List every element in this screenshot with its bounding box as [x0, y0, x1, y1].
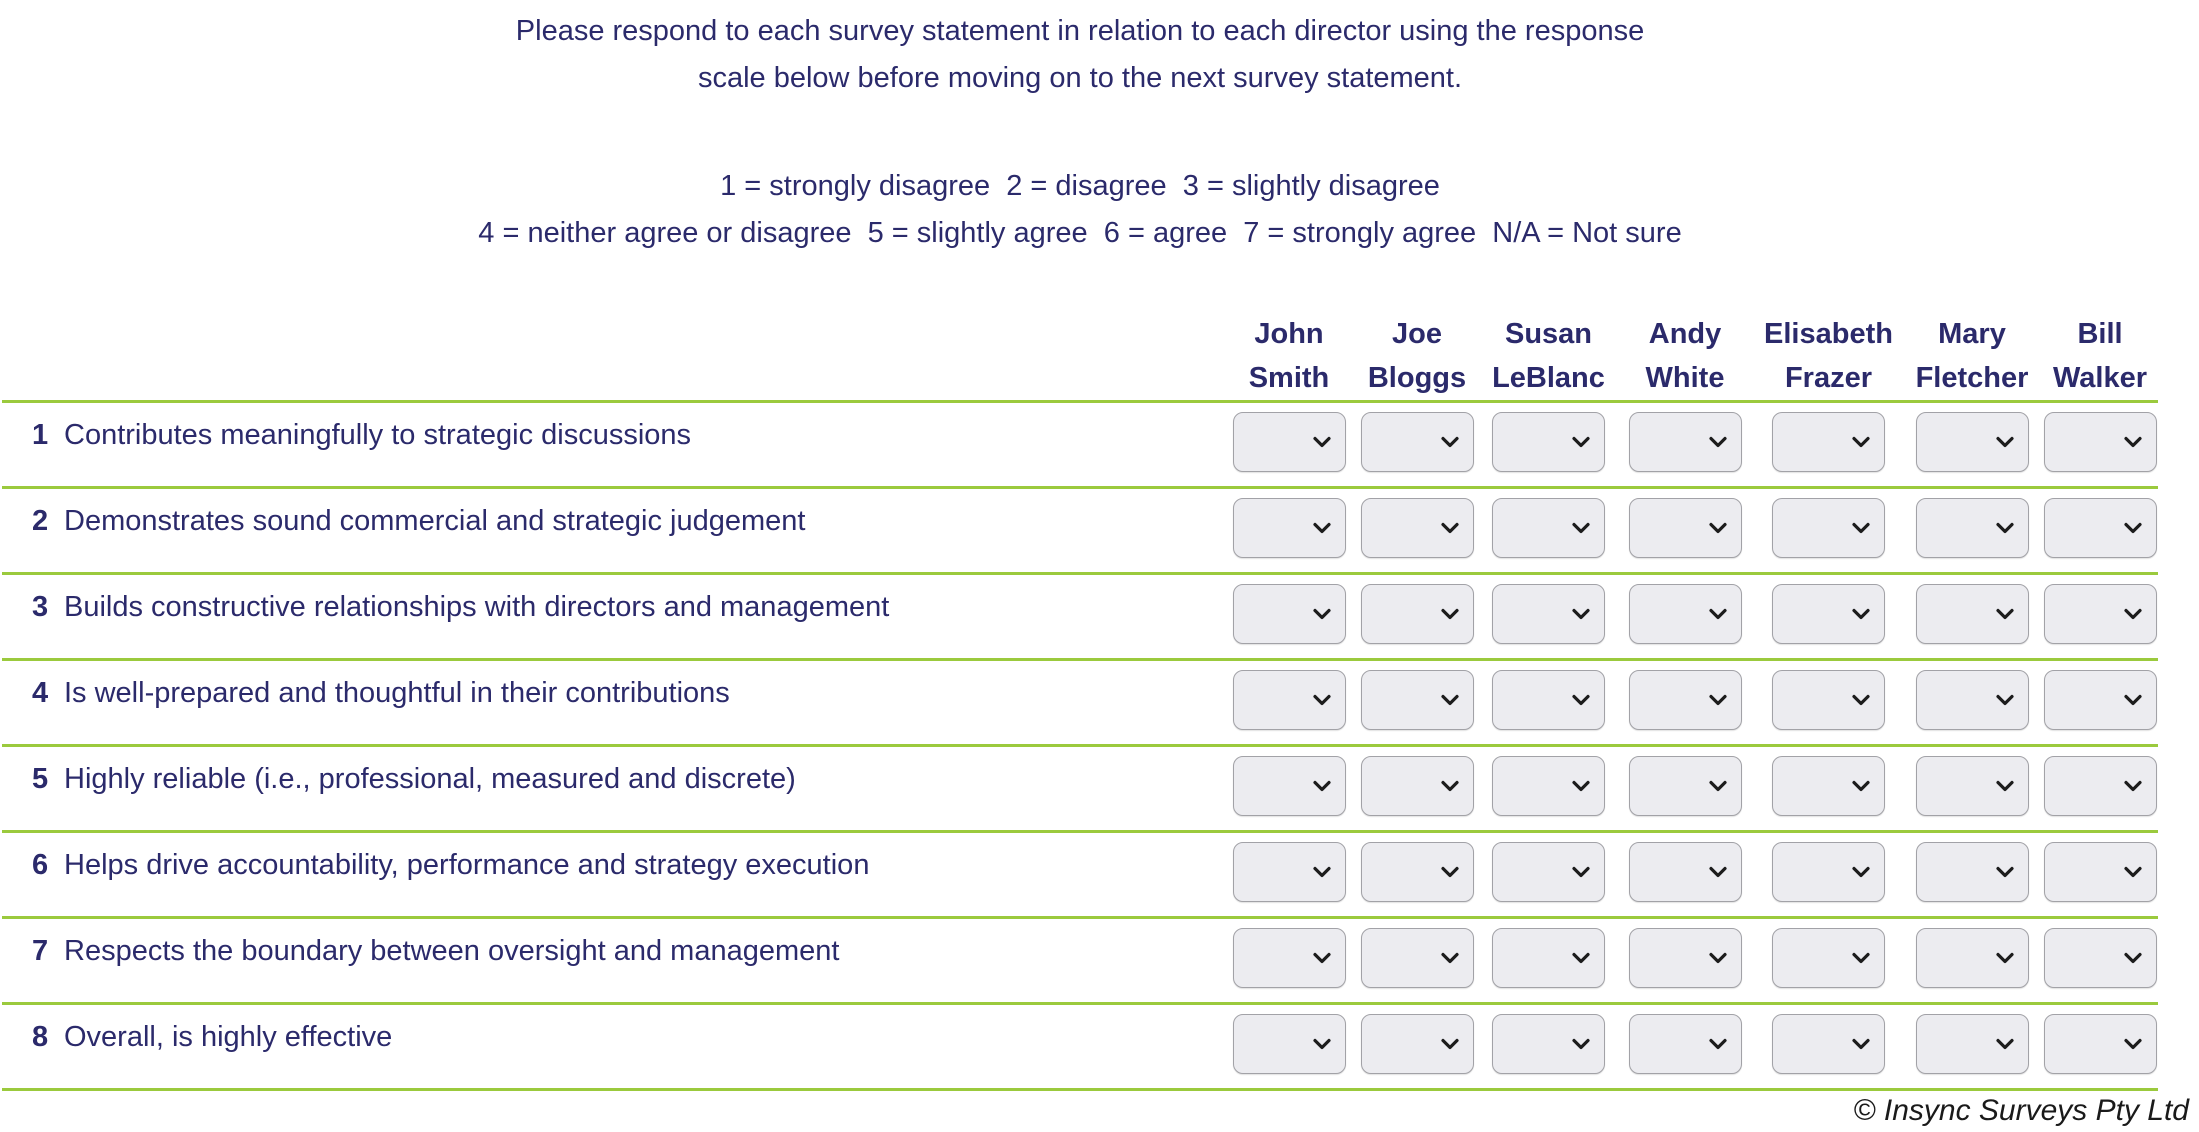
rating-select-wrapper	[1772, 584, 1885, 644]
rating-select-wrapper	[2044, 756, 2157, 816]
rating-cell	[2042, 489, 2158, 558]
rating-cell	[1482, 575, 1615, 644]
rating-cell	[1226, 575, 1352, 644]
rating-cell	[1755, 833, 1902, 902]
rating-cell	[1482, 661, 1615, 730]
rating-select-wrapper	[2044, 412, 2157, 472]
rating-select-s2-elisabeth-frazer[interactable]	[1772, 498, 1885, 558]
intro-text	[2, 0, 2158, 102]
rating-cell	[1902, 1005, 2042, 1074]
director-first-name: John	[1254, 318, 1324, 350]
rating-cell	[1226, 1005, 1352, 1074]
rating-cell	[2042, 575, 2158, 644]
rating-select-wrapper	[1492, 498, 1605, 558]
rating-cell	[1482, 833, 1615, 902]
statement-cell	[2, 489, 1226, 538]
rating-select-wrapper	[1916, 928, 2029, 988]
rating-select-wrapper	[2044, 584, 2157, 644]
rating-select-s7-john-smith[interactable]	[1233, 928, 1346, 988]
rating-select-wrapper	[1629, 756, 1742, 816]
statement-cell	[2, 919, 1226, 968]
rating-select-s7-elisabeth-frazer[interactable]	[1772, 928, 1885, 988]
rating-cell	[1352, 575, 1482, 644]
statement-cell	[2, 1005, 1226, 1054]
intro-line-2: scale below before moving on to the next survey statement.	[697, 62, 1463, 94]
survey-row-4	[2, 658, 2158, 744]
rating-select-s3-joe-bloggs[interactable]	[1361, 584, 1474, 644]
rating-cell	[2042, 747, 2158, 816]
rating-select-wrapper	[1233, 670, 1346, 730]
rating-select-s5-bill-walker[interactable]	[2044, 756, 2157, 816]
rating-select-wrapper	[1492, 584, 1605, 644]
rating-cell	[1352, 833, 1482, 902]
survey-row-5	[2, 744, 2158, 830]
director-header-john-smith	[1226, 312, 1352, 400]
rating-cell	[1755, 919, 1902, 988]
scale-line-1: 1 = strongly disagree 2 = disagree 3 = slightly disagree	[720, 170, 1440, 202]
director-header-mary-fletcher	[1902, 312, 2042, 400]
rating-select-wrapper	[1629, 1014, 1742, 1074]
statement-cell	[2, 575, 1226, 624]
rating-select-s8-mary-fletcher[interactable]	[1916, 1014, 2029, 1074]
rating-select-s6-andy-white[interactable]	[1629, 842, 1742, 902]
rating-select-s3-mary-fletcher[interactable]	[1916, 584, 2029, 644]
survey-row-6	[2, 830, 2158, 916]
rating-select-s7-bill-walker[interactable]	[2044, 928, 2157, 988]
director-header-row	[2, 312, 2158, 400]
rating-select-wrapper	[1629, 498, 1742, 558]
rating-select-s5-mary-fletcher[interactable]	[1916, 756, 2029, 816]
rating-cell	[1226, 833, 1352, 902]
rating-cell	[2042, 1005, 2158, 1074]
statement-text: Builds constructive relationships with directors and management	[64, 591, 890, 623]
survey-page	[2, 0, 2158, 1091]
rating-cell	[1352, 661, 1482, 730]
rating-select-s1-andy-white[interactable]	[1629, 412, 1742, 472]
survey-row-7	[2, 916, 2158, 1002]
rating-select-wrapper	[1492, 670, 1605, 730]
rating-select-s4-andy-white[interactable]	[1629, 670, 1742, 730]
rating-select-s4-elisabeth-frazer[interactable]	[1772, 670, 1885, 730]
rating-cell	[1482, 747, 1615, 816]
rating-select-wrapper	[1629, 842, 1742, 902]
rating-cell	[1755, 747, 1902, 816]
rating-select-wrapper	[1233, 756, 1346, 816]
rating-cell	[1482, 1005, 1615, 1074]
rating-select-wrapper	[1916, 756, 2029, 816]
statement-column-spacer	[2, 312, 1226, 400]
rating-select-s1-joe-bloggs[interactable]	[1361, 412, 1474, 472]
rating-select-wrapper	[1361, 584, 1474, 644]
rating-select-s6-susan-leblanc[interactable]	[1492, 842, 1605, 902]
rating-cell	[1482, 489, 1615, 558]
rating-cell	[1352, 403, 1482, 472]
statement-cell	[2, 747, 1226, 796]
rating-select-wrapper	[1233, 412, 1346, 472]
rating-cell	[1755, 403, 1902, 472]
rating-select-s4-joe-bloggs[interactable]	[1361, 670, 1474, 730]
survey-row-8	[2, 1002, 2158, 1088]
rating-select-wrapper	[1361, 756, 1474, 816]
rating-select-s1-mary-fletcher[interactable]	[1916, 412, 2029, 472]
rating-select-s1-bill-walker[interactable]	[2044, 412, 2157, 472]
rating-select-s2-bill-walker[interactable]	[2044, 498, 2157, 558]
rating-select-s5-joe-bloggs[interactable]	[1361, 756, 1474, 816]
statement-text: Demonstrates sound commercial and strategic judgement	[64, 505, 806, 537]
rating-cell	[1902, 919, 2042, 988]
rating-cell	[1615, 575, 1755, 644]
director-first-name: Elisabeth	[1764, 318, 1893, 350]
statement-number: 1	[32, 419, 49, 451]
statement-text: Is well-prepared and thoughtful in their contributions	[64, 677, 730, 709]
rating-select-s2-andy-white[interactable]	[1629, 498, 1742, 558]
rating-cell	[1902, 833, 2042, 902]
rating-select-wrapper	[1772, 670, 1885, 730]
rating-cell	[1755, 661, 1902, 730]
rating-cell	[2042, 919, 2158, 988]
rating-select-wrapper	[1629, 670, 1742, 730]
statement-text: Highly reliable (i.e., professional, measured and discrete)	[64, 763, 796, 795]
rating-select-wrapper	[1361, 498, 1474, 558]
rating-select-s1-john-smith[interactable]	[1233, 412, 1346, 472]
rating-cell	[1226, 489, 1352, 558]
rating-select-wrapper	[1629, 584, 1742, 644]
rating-select-wrapper	[1629, 928, 1742, 988]
scale-line-2: 4 = neither agree or disagree 5 = slightly agree 6 = agree 7 = strongly agree N/A = Not sure	[478, 217, 1682, 249]
rating-cell	[1352, 747, 1482, 816]
director-last-name: White	[1645, 362, 1725, 394]
statement-text: Respects the boundary between oversight and management	[64, 935, 840, 967]
rating-select-s4-susan-leblanc[interactable]	[1492, 670, 1605, 730]
director-last-name: Fletcher	[1915, 362, 2029, 394]
rating-select-wrapper	[1772, 928, 1885, 988]
director-first-name: Andy	[1648, 318, 1722, 350]
rating-select-wrapper	[1916, 584, 2029, 644]
director-header-susan-leblanc	[1482, 312, 1615, 400]
rating-select-s8-joe-bloggs[interactable]	[1361, 1014, 1474, 1074]
rating-select-wrapper	[1772, 498, 1885, 558]
director-last-name: LeBlanc	[1492, 362, 1605, 394]
statement-number: 2	[32, 505, 49, 537]
rating-select-wrapper	[2044, 1014, 2157, 1074]
director-last-name: Walker	[2052, 362, 2148, 394]
rating-cell	[1482, 919, 1615, 988]
statement-number: 3	[32, 591, 49, 623]
rating-select-s2-susan-leblanc[interactable]	[1492, 498, 1605, 558]
statement-cell	[2, 661, 1226, 710]
rating-select-s8-bill-walker[interactable]	[2044, 1014, 2157, 1074]
rating-cell	[1615, 1005, 1755, 1074]
statement-text: Helps drive accountability, performance and strategy execution	[64, 849, 870, 881]
director-first-name: Mary	[1938, 318, 2006, 350]
rating-cell	[1902, 747, 2042, 816]
rating-cell	[1755, 489, 1902, 558]
rating-select-wrapper	[1361, 1014, 1474, 1074]
response-scale	[2, 163, 2158, 257]
rating-select-s8-susan-leblanc[interactable]	[1492, 1014, 1605, 1074]
rating-select-s2-joe-bloggs[interactable]	[1361, 498, 1474, 558]
copyright-text: © Insync Surveys Pty Ltd	[1853, 1094, 2189, 1127]
survey-row-2	[2, 486, 2158, 572]
rating-cell	[1755, 575, 1902, 644]
director-header-andy-white	[1615, 312, 1755, 400]
rating-select-wrapper	[2044, 842, 2157, 902]
intro-line-1: Please respond to each survey statement in relation to each director using the response	[515, 15, 1645, 47]
rating-cell	[1352, 1005, 1482, 1074]
rating-select-wrapper	[1772, 1014, 1885, 1074]
rating-select-s3-bill-walker[interactable]	[2044, 584, 2157, 644]
rating-cell	[2042, 833, 2158, 902]
rating-select-s8-andy-white[interactable]	[1629, 1014, 1742, 1074]
rating-cell	[1755, 1005, 1902, 1074]
rating-select-s7-susan-leblanc[interactable]	[1492, 928, 1605, 988]
statement-number: 7	[32, 935, 49, 967]
survey-row-1	[2, 400, 2158, 486]
director-header-bill-walker	[2042, 312, 2158, 400]
rating-cell	[1902, 661, 2042, 730]
rating-select-s8-john-smith[interactable]	[1233, 1014, 1346, 1074]
statement-cell	[2, 833, 1226, 882]
rating-select-s3-andy-white[interactable]	[1629, 584, 1742, 644]
rating-select-wrapper	[1233, 1014, 1346, 1074]
director-last-name: Frazer	[1784, 362, 1873, 394]
rating-select-s6-bill-walker[interactable]	[2044, 842, 2157, 902]
rating-select-s6-joe-bloggs[interactable]	[1361, 842, 1474, 902]
rating-cell	[1482, 403, 1615, 472]
rating-select-wrapper	[1233, 584, 1346, 644]
rating-select-wrapper	[1772, 842, 1885, 902]
rating-select-s5-andy-white[interactable]	[1629, 756, 1742, 816]
rating-select-wrapper	[1916, 670, 2029, 730]
rating-select-s2-mary-fletcher[interactable]	[1916, 498, 2029, 558]
rating-cell	[1615, 919, 1755, 988]
statement-text: Contributes meaningfully to strategic discussions	[64, 419, 692, 451]
rating-select-wrapper	[1772, 756, 1885, 816]
rating-select-wrapper	[2044, 498, 2157, 558]
rating-select-wrapper	[2044, 670, 2157, 730]
rating-select-s7-mary-fletcher[interactable]	[1916, 928, 2029, 988]
rating-select-wrapper	[2044, 928, 2157, 988]
rating-select-s2-john-smith[interactable]	[1233, 498, 1346, 558]
rating-cell	[1902, 403, 2042, 472]
rating-cell	[1615, 403, 1755, 472]
statement-text: Overall, is highly effective	[64, 1021, 393, 1053]
rating-cell	[1615, 833, 1755, 902]
rating-select-s5-john-smith[interactable]	[1233, 756, 1346, 816]
rating-select-wrapper	[1772, 412, 1885, 472]
rating-select-s7-joe-bloggs[interactable]	[1361, 928, 1474, 988]
rating-select-wrapper	[1492, 1014, 1605, 1074]
rating-select-wrapper	[1361, 928, 1474, 988]
rating-cell	[1226, 661, 1352, 730]
rating-select-s5-susan-leblanc[interactable]	[1492, 756, 1605, 816]
rating-select-s6-elisabeth-frazer[interactable]	[1772, 842, 1885, 902]
rating-cell	[1615, 661, 1755, 730]
statement-number: 5	[32, 763, 49, 795]
rating-select-s8-elisabeth-frazer[interactable]	[1772, 1014, 1885, 1074]
director-first-name: Susan	[1504, 318, 1593, 350]
rating-select-s5-elisabeth-frazer[interactable]	[1772, 756, 1885, 816]
rating-select-s1-elisabeth-frazer[interactable]	[1772, 412, 1885, 472]
rating-cell	[1902, 575, 2042, 644]
statement-number: 8	[32, 1021, 49, 1053]
rating-cell	[2042, 661, 2158, 730]
rating-select-s3-susan-leblanc[interactable]	[1492, 584, 1605, 644]
rating-select-wrapper	[1233, 928, 1346, 988]
rating-select-wrapper	[1233, 842, 1346, 902]
rating-cell	[1226, 747, 1352, 816]
rating-cell	[1352, 489, 1482, 558]
rating-select-wrapper	[1916, 842, 2029, 902]
survey-row-3	[2, 572, 2158, 658]
statement-cell	[2, 403, 1226, 452]
rating-cell	[1226, 403, 1352, 472]
director-header-elisabeth-frazer	[1755, 312, 1902, 400]
rating-select-s4-bill-walker[interactable]	[2044, 670, 2157, 730]
director-last-name: Bloggs	[1367, 362, 1467, 394]
rating-select-s3-john-smith[interactable]	[1233, 584, 1346, 644]
rating-select-s4-john-smith[interactable]	[1233, 670, 1346, 730]
rating-select-wrapper	[1233, 498, 1346, 558]
rating-select-s1-susan-leblanc[interactable]	[1492, 412, 1605, 472]
rating-select-wrapper	[1492, 756, 1605, 816]
rating-select-wrapper	[1361, 670, 1474, 730]
rating-select-s6-john-smith[interactable]	[1233, 842, 1346, 902]
rating-select-s3-elisabeth-frazer[interactable]	[1772, 584, 1885, 644]
survey-table	[2, 400, 2158, 1091]
director-header-joe-bloggs	[1352, 312, 1482, 400]
rating-select-wrapper	[1361, 412, 1474, 472]
rating-select-s4-mary-fletcher[interactable]	[1916, 670, 2029, 730]
rating-cell	[1902, 489, 2042, 558]
rating-select-wrapper	[1492, 928, 1605, 988]
rating-select-wrapper	[1916, 498, 2029, 558]
director-first-name: Joe	[1392, 318, 1442, 350]
rating-select-s7-andy-white[interactable]	[1629, 928, 1742, 988]
rating-cell	[1226, 919, 1352, 988]
statement-number: 6	[32, 849, 49, 881]
statement-number: 4	[32, 677, 49, 709]
rating-select-s6-mary-fletcher[interactable]	[1916, 842, 2029, 902]
rating-cell	[1352, 919, 1482, 988]
footer	[0, 1091, 2199, 1128]
rating-cell	[2042, 403, 2158, 472]
rating-select-wrapper	[1916, 412, 2029, 472]
rating-select-wrapper	[1361, 842, 1474, 902]
rating-select-wrapper	[1629, 412, 1742, 472]
director-first-name: Bill	[2077, 318, 2123, 350]
rating-select-wrapper	[1492, 412, 1605, 472]
rating-cell	[1615, 747, 1755, 816]
rating-cell	[1615, 489, 1755, 558]
director-last-name: Smith	[1248, 362, 1330, 394]
rating-select-wrapper	[1916, 1014, 2029, 1074]
rating-select-wrapper	[1492, 842, 1605, 902]
